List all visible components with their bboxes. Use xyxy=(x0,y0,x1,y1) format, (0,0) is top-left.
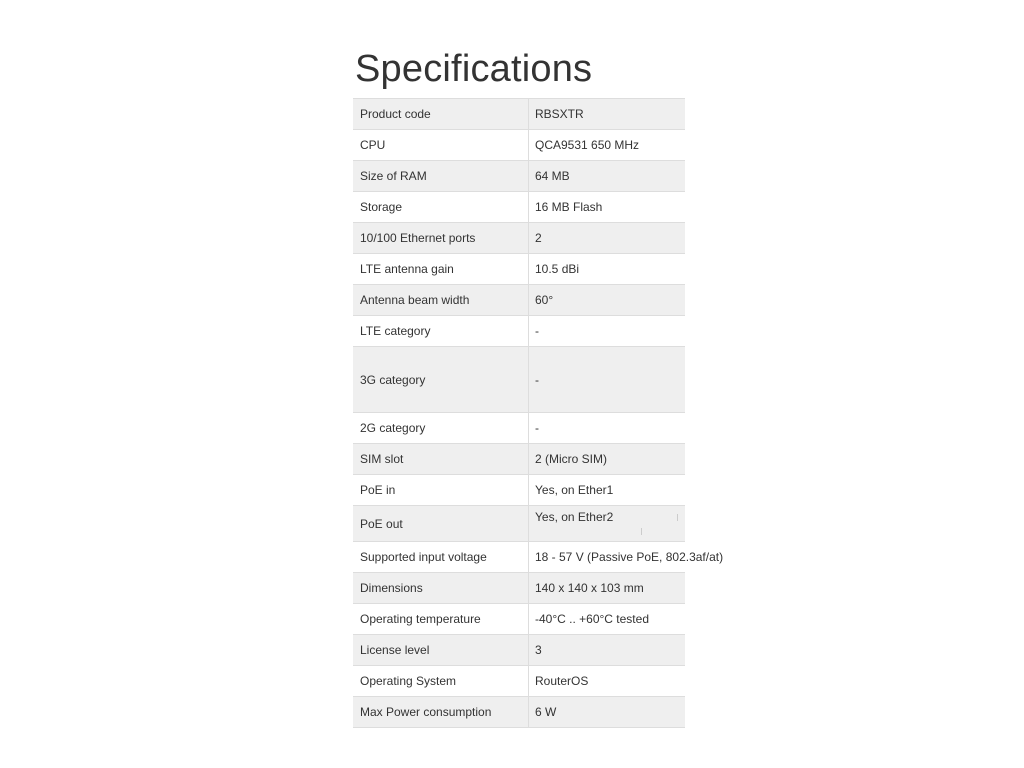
table-row xyxy=(353,99,685,130)
row-value: QCA9531 650 MHz xyxy=(535,138,640,152)
table-row xyxy=(353,254,685,285)
table-row xyxy=(353,347,685,413)
table-row xyxy=(353,223,685,254)
table-row xyxy=(353,285,685,316)
table-row xyxy=(353,192,685,223)
row-value: 6 W xyxy=(535,705,557,719)
specifications-section xyxy=(353,40,724,728)
row-value: 3 xyxy=(535,643,542,657)
table-row xyxy=(353,475,685,506)
row-label: Dimensions xyxy=(353,573,529,603)
spec-table xyxy=(353,98,724,728)
row-value: Yes, on Ether1 xyxy=(535,483,614,497)
table-row xyxy=(353,697,685,728)
table-row xyxy=(353,635,685,666)
row-value: -40°C .. +60°C tested xyxy=(535,612,649,626)
row-value: 2 (Micro SIM) xyxy=(535,452,607,466)
scroll-mark xyxy=(641,528,642,535)
row-label: SIM slot xyxy=(353,444,529,474)
row-value: RBSXTR xyxy=(535,107,584,121)
row-label: 10/100 Ethernet ports xyxy=(353,223,529,253)
row-label: Max Power consumption xyxy=(353,697,529,727)
row-label: Storage xyxy=(353,192,529,222)
page-title: Specifications xyxy=(355,48,593,90)
row-value: - xyxy=(535,324,539,338)
table-row xyxy=(353,316,685,347)
row-label: License level xyxy=(353,635,529,665)
row-label: Operating System xyxy=(353,666,529,696)
row-label: Supported input voltage xyxy=(353,542,529,572)
row-value: - xyxy=(535,421,539,435)
table-row xyxy=(353,413,685,444)
row-value: Yes, on Ether2 xyxy=(535,510,614,524)
row-label: Product code xyxy=(353,99,529,129)
row-value: 10.5 dBi xyxy=(535,262,580,276)
row-value: - xyxy=(535,372,539,387)
table-row xyxy=(353,444,685,475)
row-value: 64 MB xyxy=(535,169,570,183)
row-value: 60° xyxy=(535,293,554,307)
row-value: RouterOS xyxy=(535,674,589,688)
row-label: LTE antenna gain xyxy=(353,254,529,284)
row-value: 140 x 140 x 103 mm xyxy=(535,581,644,595)
row-value: 16 MB Flash xyxy=(535,200,603,214)
row-label: Size of RAM xyxy=(353,161,529,191)
row-value: 2 xyxy=(535,231,542,245)
table-row xyxy=(353,604,685,635)
row-label: CPU xyxy=(353,130,529,160)
row-label: 3G category xyxy=(353,347,529,412)
row-value-container xyxy=(529,506,685,541)
table-row xyxy=(353,573,685,604)
table-row xyxy=(353,542,724,573)
row-label: PoE out xyxy=(353,506,529,541)
row-label: Operating temperature xyxy=(353,604,529,634)
row-label: PoE in xyxy=(353,475,529,505)
table-row xyxy=(353,130,685,161)
row-label: LTE category xyxy=(353,316,529,346)
row-label: 2G category xyxy=(353,413,529,443)
row-label: Antenna beam width xyxy=(353,285,529,315)
table-row xyxy=(353,666,685,697)
table-row xyxy=(353,161,685,192)
scroll-mark xyxy=(677,514,678,521)
row-value: 18 - 57 V (Passive PoE, 802.3af/at) xyxy=(535,550,724,564)
table-row xyxy=(353,506,685,542)
